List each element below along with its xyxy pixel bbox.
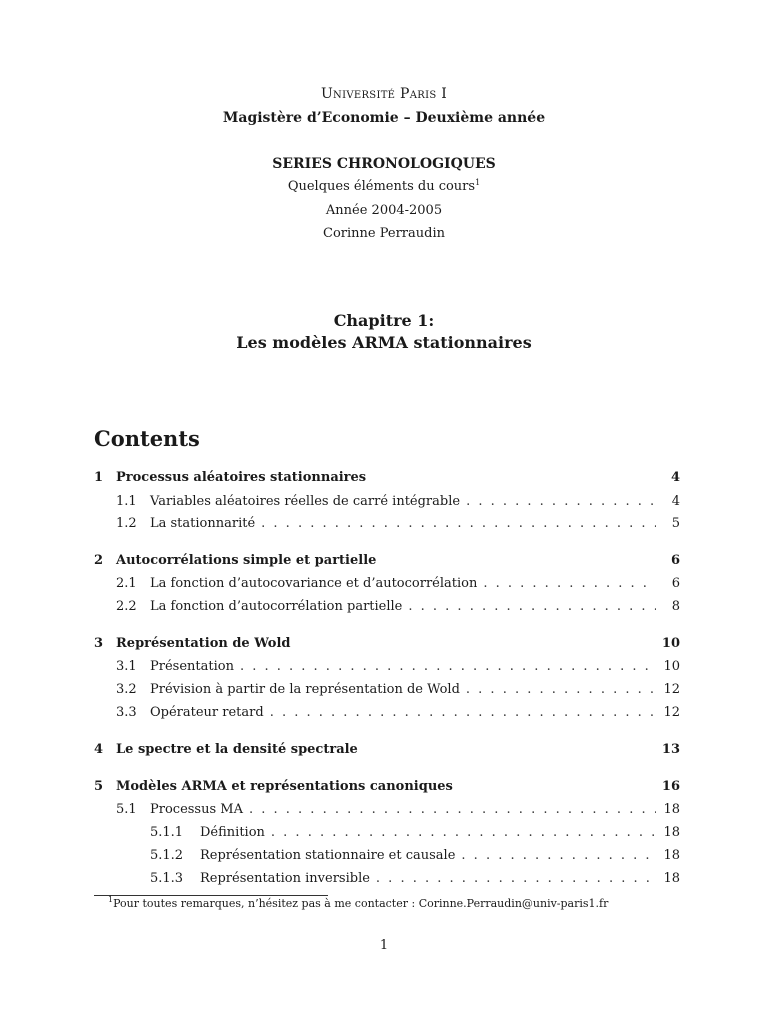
toc-title: Processus aléatoires stationnaires: [116, 470, 367, 485]
academic-year: Année 2004-2005: [325, 203, 443, 218]
toc-number: 3.2: [116, 682, 137, 697]
toc-leader-dots: [376, 871, 656, 886]
toc-title: Représentation inversible: [200, 871, 370, 886]
toc-page: 5: [671, 516, 680, 531]
toc-title: Variables aléatoires réelles de carré intégrable: [150, 494, 461, 509]
toc-page: 10: [661, 636, 680, 651]
toc-title: Présentation: [150, 659, 234, 674]
toc-section-3[interactable]: [94, 636, 680, 656]
toc-page: 8: [671, 599, 680, 614]
toc-leader-dots: [261, 516, 656, 531]
toc-leader-dots: [408, 599, 656, 614]
toc-page: 10: [663, 659, 680, 674]
toc-leader-dots: [270, 705, 656, 720]
toc-number: 1.1: [116, 494, 137, 509]
author-name: Corinne Perraudin: [323, 226, 445, 241]
page-number: 1: [379, 938, 389, 953]
toc-page: 18: [663, 871, 680, 886]
course-subtitle: [0, 179, 768, 194]
footnote: [108, 897, 608, 910]
program-name: Magistère d’Economie – Deuxième année: [222, 110, 546, 126]
toc-leader-dots: [271, 825, 656, 840]
subtitle-text: Quelques éléments du cours: [287, 179, 476, 194]
toc-section-2-1[interactable]: [94, 576, 680, 596]
toc-title: La stationnarité: [150, 516, 256, 531]
toc-leader-dots: [483, 576, 656, 591]
toc-section-3-2[interactable]: [94, 682, 680, 702]
toc-number: 5.1.1: [150, 825, 184, 840]
toc-page: 13: [661, 742, 680, 757]
toc-title: Définition: [200, 825, 265, 840]
toc-title: Le spectre et la densité spectrale: [116, 742, 358, 757]
toc-number: 1: [94, 470, 104, 485]
toc-title: La fonction d’autocorrélation partielle: [150, 599, 403, 614]
toc-number: 3.3: [116, 705, 137, 720]
toc-page: 18: [663, 848, 680, 863]
contents-heading: Contents: [94, 426, 200, 451]
toc-number: 3.1: [116, 659, 137, 674]
toc-title: Prévision à partir de la représentation de Wold: [150, 682, 460, 697]
toc-leader-dots: [466, 682, 656, 697]
toc-page: 6: [671, 576, 680, 591]
footnote-mark: 1: [108, 895, 114, 904]
toc-number: 5.1: [116, 802, 137, 817]
toc-number: 5.1.3: [150, 871, 184, 886]
toc-page: 4: [671, 494, 680, 509]
toc-section-1-2[interactable]: [94, 516, 680, 536]
toc-number: 3: [94, 636, 104, 651]
toc-title: Modèles ARMA et représentations canoniques: [116, 779, 453, 794]
toc-page: 18: [663, 825, 680, 840]
toc-title: Autocorrélations simple et partielle: [116, 553, 377, 568]
toc-page: 12: [663, 705, 680, 720]
toc-section-5[interactable]: [94, 779, 680, 799]
toc-title: Opérateur retard: [150, 705, 264, 720]
toc-number: 5.1.2: [150, 848, 184, 863]
toc-leader-dots: [240, 659, 656, 674]
toc-title: Processus MA: [150, 802, 243, 817]
toc-section-5-1-2[interactable]: [94, 848, 680, 868]
toc-section-4[interactable]: [94, 742, 680, 762]
toc-section-2-2[interactable]: [94, 599, 680, 619]
toc-section-1-1[interactable]: [94, 494, 680, 514]
course-title: SERIES CHRONOLOGIQUES: [272, 156, 496, 172]
footnote-rule: [94, 895, 328, 896]
toc-number: 2.2: [116, 599, 137, 614]
footnote-ref[interactable]: 1: [475, 178, 481, 187]
toc-section-1[interactable]: [94, 470, 680, 490]
toc-page: 16: [661, 779, 680, 794]
toc-number: 1.2: [116, 516, 137, 531]
toc-number: 5: [94, 779, 104, 794]
toc-section-5-1-3[interactable]: [94, 871, 680, 891]
toc-page: 18: [663, 802, 680, 817]
chapter-title: Les modèles ARMA stationnaires: [236, 333, 532, 352]
toc-leader-dots: [249, 802, 656, 817]
toc-title: La fonction d’autocovariance et d’autocorrélation: [150, 576, 478, 591]
toc-leader-dots: [466, 494, 656, 509]
toc-page: 12: [663, 682, 680, 697]
toc-number: 2: [94, 553, 104, 568]
toc-section-2[interactable]: [94, 553, 680, 573]
toc-section-3-1[interactable]: [94, 659, 680, 679]
chapter-label: Chapitre 1:: [333, 311, 435, 330]
toc-number: 4: [94, 742, 104, 757]
toc-section-5-1[interactable]: [94, 802, 680, 822]
toc-section-5-1-1[interactable]: [94, 825, 680, 845]
toc-number: 2.1: [116, 576, 137, 591]
toc-section-3-3[interactable]: [94, 705, 680, 725]
toc-title: Représentation de Wold: [116, 636, 291, 651]
toc-title: Représentation stationnaire et causale: [200, 848, 456, 863]
toc-page: 4: [670, 470, 680, 485]
footnote-text: Pour toutes remarques, n’hésitez pas à me contacter : Corinne.Perraudin@univ-paris1.fr: [113, 897, 609, 910]
toc-page: 6: [670, 553, 680, 568]
university-name: Université Paris I: [320, 86, 448, 102]
toc-leader-dots: [461, 848, 656, 863]
